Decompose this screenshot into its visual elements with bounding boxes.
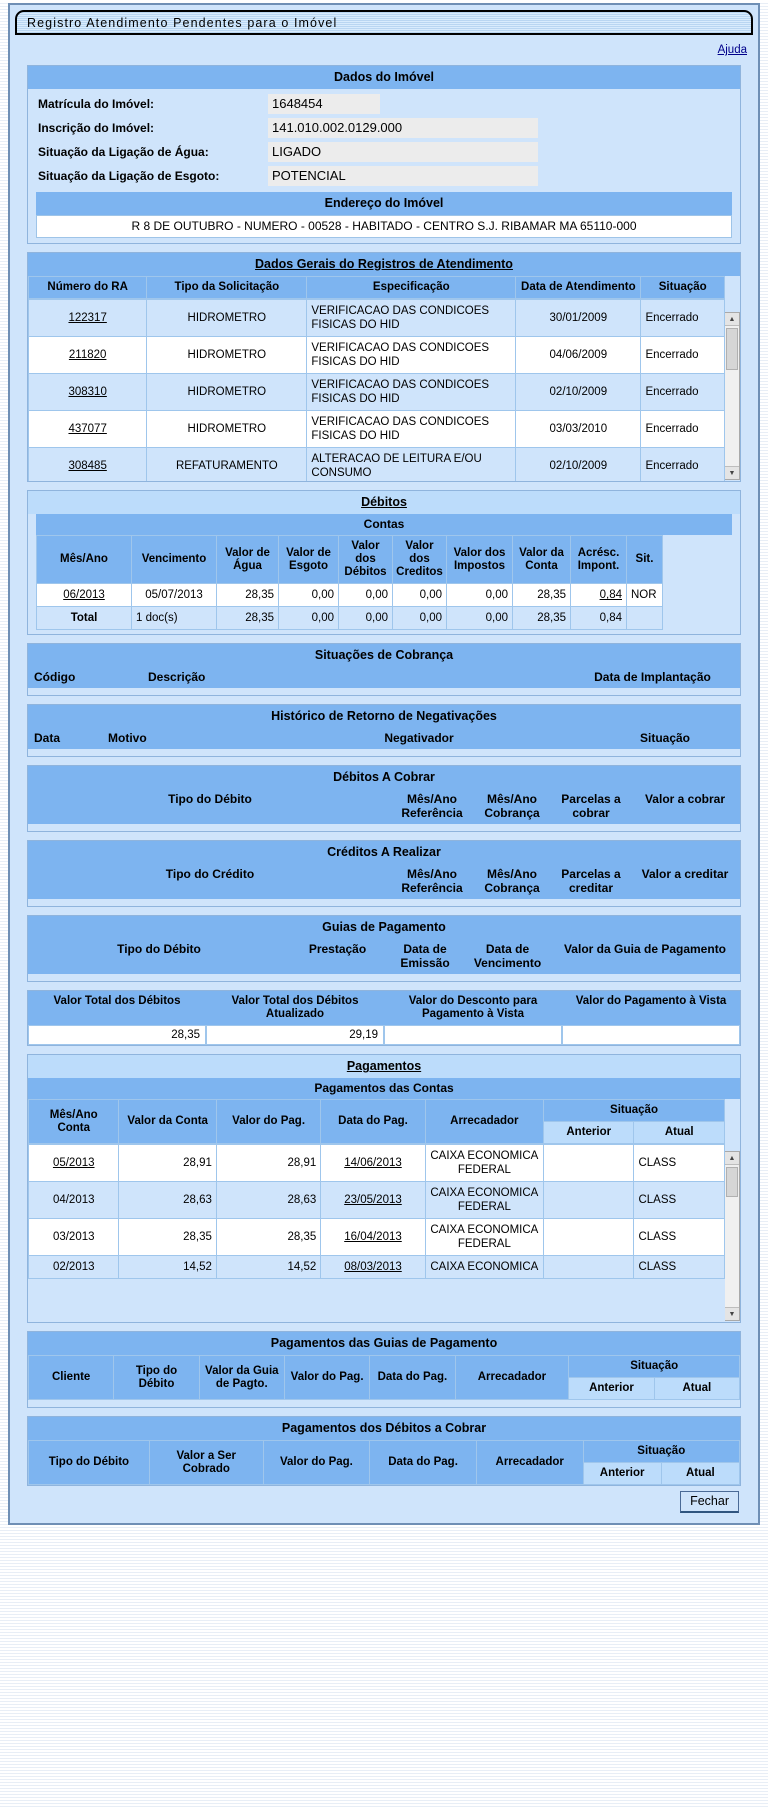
field-inscricao [28,116,740,140]
scroll-down-icon[interactable]: ▼ [725,466,739,479]
cell-situacao-anterior [544,1182,634,1219]
col-valor-impostos: Valor dos Impostos [447,536,513,584]
value-total-debitos: 28,35 [28,1025,206,1045]
cell-especificacao: VERIFICACAO DAS CONDICOES FISICAS DO HID [307,300,516,337]
ra-link[interactable]: 308310 [68,386,107,398]
col-data-implantacao: Data de Implantação [594,670,711,684]
cell-total-sit [627,607,663,630]
col-acresc-impont: Acrésc. Impont. [571,536,627,584]
cell-data-pag [321,1219,425,1256]
col-data-emissao: Data de Emissão [400,942,450,970]
col-valor-cobrar: Valor a cobrar [644,792,726,806]
scrollbar-thumb[interactable] [726,328,738,370]
totais-panel [27,990,741,1046]
cell-total-agua: 28,35 [217,607,279,630]
cell-valor-impostos: 0,00 [447,584,513,607]
creditos-realizar-headers [28,864,740,899]
empty-rows [28,824,740,831]
debitos-cobrar-panel [27,765,741,832]
table-header-row [29,277,725,299]
field-situacao-agua [28,140,740,164]
col-valor-esgoto: Valor de Esgoto [279,536,339,584]
cell-total-acresc: 0,84 [571,607,627,630]
imovel-section-title: Dados do Imóvel [28,66,740,89]
contas-table [36,535,663,630]
cell-especificacao: VERIFICACAO DAS CONDICOES FISICAS DO HID [307,411,516,448]
col-situacao-atual: Atual [634,1122,725,1144]
cell-mes-ano [37,584,132,607]
cell-mesano-conta[interactable]: 04/2013 [29,1182,119,1219]
col-valor-pagamento-vista: Valor do Pagamento à Vista [575,995,727,1007]
debitos-section-title: Débitos [28,491,740,514]
col-codigo: Código [34,670,76,684]
table-header-row [29,1100,725,1122]
table-total-row [37,607,663,630]
col-valor-creditar: Valor a creditar [641,867,729,881]
atendimento-scroll-area [28,276,740,481]
situacoes-cobranca-title: Situações de Cobrança [28,644,740,667]
col-descricao: Descrição [148,670,206,684]
cell-especificacao: VERIFICACAO DAS CONDICOES FISICAS DO HID [307,374,516,411]
field-value: LIGADO [268,142,538,162]
data-pag-link[interactable]: 08/03/2013 [344,1261,402,1273]
col-valor-pag: Valor do Pag. [216,1100,320,1144]
cell-tipo: HIDROMETRO [147,337,307,374]
scroll-down-icon[interactable]: ▼ [725,1307,739,1320]
col-data: Data [34,731,61,745]
col-valor-pag: Valor do Pag. [263,1441,370,1485]
field-label: Inscrição do Imóvel: [38,121,155,135]
col-situacao-anterior: Anterior [583,1463,661,1485]
value-desconto-vista [384,1025,562,1045]
dialog-window [8,3,760,1525]
col-numero-ra: Número do RA [29,277,147,299]
pagamentos-guias-title: Pagamentos das Guias de Pagamento [28,1332,740,1355]
col-mesano-referencia: Mês/Ano Referência [401,867,463,895]
pagamentos-contas-header-table [28,1099,725,1144]
creditos-realizar-panel [27,840,741,907]
col-tipo-debito: Tipo do Débito [168,792,252,806]
pagamentos-contas-rows-table [28,1144,725,1279]
cell-sit: NOR [627,584,663,607]
col-valor-total-debitos: Valor Total dos Débitos [53,995,181,1007]
atendimento-rows-viewport [28,299,725,481]
empty-rows [28,1400,740,1407]
empty-rows [28,974,740,981]
cell-valor-agua: 28,35 [217,584,279,607]
table-row[interactable] [29,1256,725,1279]
ra-link[interactable]: 211820 [68,349,107,361]
col-situacao-anterior: Anterior [544,1122,634,1144]
value-pagamento-vista [562,1025,740,1045]
atendimento-table [28,276,725,299]
ra-link[interactable]: 308485 [68,460,107,472]
col-valor-total-debitos-atualizado: Valor Total dos Débitos Atualizado [231,995,359,1020]
cell-tipo: HIDROMETRO [147,374,307,411]
address-title: Endereço do Imóvel [36,192,732,215]
cell-situacao: Encerrado [641,411,725,448]
col-arrecadador: Arrecadador [425,1100,543,1144]
table-row[interactable] [29,411,725,448]
mes-ano-link[interactable]: 06/2013 [63,589,105,601]
creditos-realizar-title: Créditos A Realizar [28,841,740,864]
address-value: R 8 DE OUTUBRO - NUMERO - 00528 - HABITADO - CENTRO S.J. RIBAMAR MA 65110-000 [36,215,732,238]
col-valor-desconto-vista: Valor do Desconto para Pagamento à Vista [408,995,538,1020]
cell-data-pag [321,1256,425,1279]
data-pag-link[interactable]: 14/06/2013 [344,1157,402,1169]
pagamentos-debitos-cobrar-table [28,1440,740,1485]
cell-valor-conta: 28,35 [119,1219,216,1256]
col-tipo-credito: Tipo do Crédito [165,867,255,881]
cell-valor-conta: 14,52 [119,1256,216,1279]
contas-subtitle: Contas [36,514,732,535]
col-negativador: Negativador [384,731,454,745]
cell-ra [29,448,147,482]
col-parcelas-cobrar: Parcelas a cobrar [561,792,621,820]
cell-data: 30/01/2009 [516,300,641,337]
cell-mesano-conta[interactable]: 02/2013 [29,1256,119,1279]
ra-link[interactable]: 437077 [68,423,107,435]
value-total-debitos-atualizado: 29,19 [206,1025,384,1045]
totais-values [28,1025,740,1045]
cell-valor-conta: 28,35 [513,584,571,607]
cell-especificacao: VERIFICACAO DAS CONDICOES FISICAS DO HID [307,337,516,374]
table-header-row [37,536,663,584]
col-valor-ser-cobrado: Valor a Ser Cobrado [149,1441,263,1485]
col-situacao: Situação [641,277,725,299]
debitos-cobrar-title: Débitos A Cobrar [28,766,740,789]
col-valor-guia: Valor da Guia de Pagamento [563,942,727,956]
empty-rows [28,899,740,906]
col-mes-ano: Mês/Ano [37,536,132,584]
field-situacao-esgoto [28,164,740,188]
cell-data: 03/03/2010 [516,411,641,448]
table-row[interactable] [29,448,725,482]
cell-situacao: Encerrado [641,337,725,374]
cell-total-docs: 1 doc(s) [132,607,217,630]
atendimento-panel [27,252,741,482]
col-mesano-cobranca: Mês/Ano Cobrança [484,792,540,820]
cell-situacao: Encerrado [641,300,725,337]
table-row[interactable] [37,584,663,607]
col-valor-conta: Valor da Conta [119,1100,216,1144]
pagamentos-scrollbar[interactable] [725,1151,740,1321]
field-label: Situação da Ligação de Esgoto: [38,169,220,183]
cell-ra [29,300,147,337]
help-row [15,35,753,57]
cell-mesano-conta [29,1145,119,1182]
pagamentos-rows-viewport [28,1144,725,1322]
col-data-vencimento: Data de Vencimento [473,942,542,970]
col-situacao: Situação [583,1441,739,1463]
ra-link[interactable]: 122317 [68,312,107,324]
cell-situacao-atual: CLASS [634,1182,725,1219]
col-data-pag: Data do Pag. [321,1100,425,1144]
col-situacao: Situação [544,1100,725,1122]
col-especificacao: Especificação [307,277,516,299]
pagamentos-scroll-area [28,1099,740,1322]
col-tipo-solicitacao: Tipo da Solicitação [147,277,307,299]
cell-valor-debitos: 0,00 [339,584,393,607]
col-situacao-anterior: Anterior [569,1378,654,1400]
atendimento-section-title: Dados Gerais do Registros de Atendimento [28,253,740,276]
col-arrecadador: Arrecadador [455,1356,569,1400]
window-title: Registro Atendimento Pendentes para o Imóvel [15,10,753,35]
col-valor-creditos: Valor dos Creditos [393,536,447,584]
totais-headers [28,991,740,1025]
cell-tipo: HIDROMETRO [147,411,307,448]
cell-situacao: Encerrado [641,448,725,482]
cell-valor-pag: 28,91 [216,1145,320,1182]
field-value: 141.010.002.0129.000 [268,118,538,138]
col-situacao-atual: Atual [661,1463,739,1485]
cell-data: 02/10/2009 [516,448,641,482]
table-row[interactable] [29,1182,725,1219]
pagamentos-debitos-cobrar-title: Pagamentos dos Débitos a Cobrar [28,1417,740,1440]
close-button[interactable]: Fechar [680,1491,739,1513]
table-row[interactable] [29,337,725,374]
cell-situacao-atual: CLASS [634,1145,725,1182]
col-situacao-atual: Atual [654,1378,739,1400]
field-label: Matrícula do Imóvel: [38,97,155,111]
col-valor-agua: Valor de Água [217,536,279,584]
col-motivo: Motivo [108,731,147,745]
guias-pagamento-headers [28,939,740,974]
cell-situacao-anterior [544,1219,634,1256]
table-row[interactable] [29,1145,725,1182]
col-tipo-debito: Tipo do Débito [117,942,201,956]
cell-situacao-atual: CLASS [634,1256,725,1279]
scroll-up-icon[interactable]: ▲ [725,1152,739,1165]
cell-acresc [571,584,627,607]
cell-tipo: REFATURAMENTO [147,448,307,482]
cell-situacao-anterior [544,1145,634,1182]
col-valor-guia-pagto: Valor da Guia de Pagto. [199,1356,284,1400]
col-tipo-debito: Tipo do Débito [29,1441,150,1485]
cell-arrecadador: CAIXA ECONOMICA FEDERAL [425,1145,543,1182]
table-row[interactable] [29,1219,725,1256]
negativacoes-headers [28,728,740,749]
col-cliente: Cliente [29,1356,114,1400]
atendimento-scrollbar[interactable] [725,312,740,480]
col-sit: Sit. [627,536,663,584]
scroll-up-icon[interactable]: ▲ [725,313,739,326]
pagamentos-guias-panel [27,1331,741,1408]
cell-total-debitos: 0,00 [339,607,393,630]
col-arrecadador: Arrecadador [476,1441,583,1485]
cell-especificacao: ALTERACAO DE LEITURA E/OU CONSUMO [307,448,516,482]
cell-total-esgoto: 0,00 [279,607,339,630]
help-link[interactable]: Ajuda [717,44,747,56]
cell-valor-pag: 28,35 [216,1219,320,1256]
cell-total-label: Total [37,607,132,630]
atendimento-rows-table [28,299,725,481]
cell-situacao: Encerrado [641,374,725,411]
table-header-row [29,1356,740,1378]
acresc-link[interactable]: 0,84 [599,589,622,601]
cell-ra [29,374,147,411]
cell-situacao-anterior [544,1256,634,1279]
footer [15,1486,753,1517]
cell-vencimento: 05/07/2013 [132,584,217,607]
mesano-link[interactable]: 05/2013 [52,1157,95,1169]
cell-data: 04/06/2009 [516,337,641,374]
situacoes-cobranca-panel [27,643,741,696]
cell-ra [29,411,147,448]
cell-data: 02/10/2009 [516,374,641,411]
scrollbar-thumb[interactable] [726,1167,738,1197]
pagamentos-panel [27,1054,741,1323]
table-header-row [29,1441,740,1463]
cell-valor-pag: 14,52 [216,1256,320,1279]
col-mesano-cobranca: Mês/Ano Cobrança [484,867,540,895]
cell-valor-pag: 28,63 [216,1182,320,1219]
cell-mesano-conta[interactable]: 03/2013 [29,1219,119,1256]
negativacoes-title: Histórico de Retorno de Negativações [28,705,740,728]
debitos-panel [27,490,741,635]
cell-valor-esgoto: 0,00 [279,584,339,607]
cell-data-pag [321,1145,425,1182]
guias-pagamento-panel [27,915,741,982]
cell-arrecadador: CAIXA ECONOMICA FEDERAL [425,1182,543,1219]
col-data-pag: Data do Pag. [370,1356,455,1400]
field-label: Situação da Ligação de Água: [38,145,209,159]
col-mesano-referencia: Mês/Ano Referência [401,792,463,820]
cell-arrecadador: CAIXA ECONOMICA [425,1256,543,1279]
cell-arrecadador: CAIXA ECONOMICA FEDERAL [425,1219,543,1256]
col-data-pag: Data do Pag. [370,1441,477,1485]
col-valor-pag: Valor do Pag. [284,1356,369,1400]
field-value: 1648454 [268,94,380,114]
col-mesano-conta: Mês/Ano Conta [29,1100,119,1144]
col-prestacao: Prestação [308,942,367,956]
col-valor-debitos: Valor dos Débitos [339,536,393,584]
cell-data-pag [321,1182,425,1219]
pagamentos-section-title: Pagamentos [28,1055,740,1078]
debitos-cobrar-headers [28,789,740,824]
field-value: POTENCIAL [268,166,538,186]
empty-rows [28,688,740,695]
pagamentos-debitos-cobrar-panel [27,1416,741,1486]
cell-valor-creditos: 0,00 [393,584,447,607]
col-situacao: Situação [569,1356,740,1378]
cell-total-creditos: 0,00 [393,607,447,630]
pagamentos-contas-subtitle: Pagamentos das Contas [28,1078,740,1099]
negativacoes-panel [27,704,741,757]
situacoes-cobranca-headers [28,667,740,688]
col-tipo-debito: Tipo do Débito [114,1356,199,1400]
pagamentos-guias-table [28,1355,740,1400]
col-valor-conta: Valor da Conta [513,536,571,584]
cell-total-impostos: 0,00 [447,607,513,630]
col-situacao: Situação [639,731,690,745]
table-row[interactable] [29,374,725,411]
col-parcelas-creditar: Parcelas a creditar [561,867,621,895]
data-pag-link[interactable]: 16/04/2013 [344,1231,402,1243]
col-data-atendimento: Data de Atendimento [516,277,641,299]
cell-ra [29,337,147,374]
data-pag-link[interactable]: 23/05/2013 [344,1194,402,1206]
imovel-panel [27,65,741,244]
cell-total-conta: 28,35 [513,607,571,630]
col-vencimento: Vencimento [132,536,217,584]
field-matricula [28,92,740,116]
cell-tipo: HIDROMETRO [147,300,307,337]
empty-rows [28,749,740,756]
guias-pagamento-title: Guias de Pagamento [28,916,740,939]
cell-situacao-atual: CLASS [634,1219,725,1256]
table-row[interactable] [29,300,725,337]
cell-valor-conta: 28,91 [119,1145,216,1182]
cell-valor-conta: 28,63 [119,1182,216,1219]
